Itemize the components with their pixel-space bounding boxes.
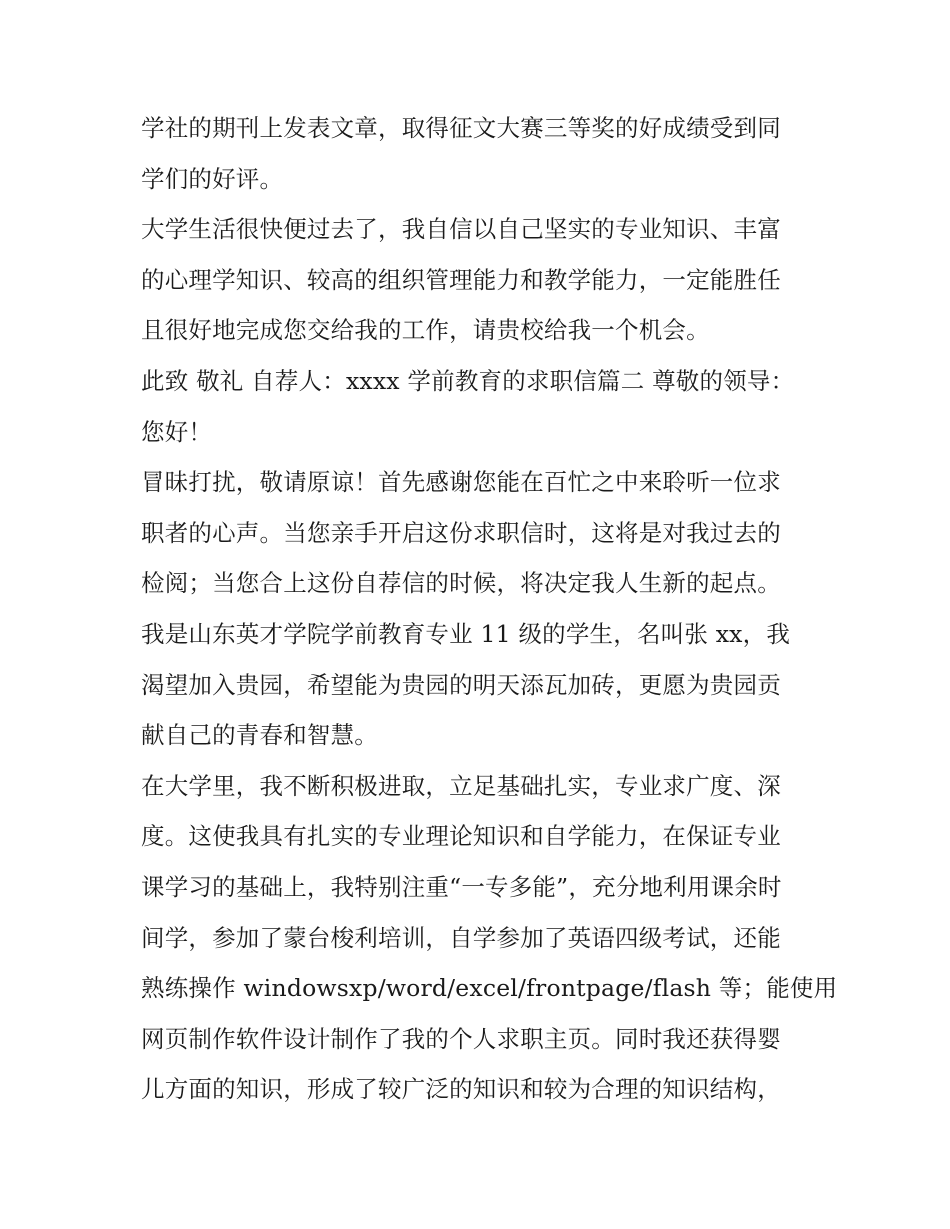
text-line: 冒昧打扰，敬请原谅！首先感谢您能在百忙之中来聆听一位求 — [141, 468, 781, 497]
text-line: 此致 敬礼 自荐人：xxxx 学前教育的求职信篇二 尊敬的领导： — [141, 366, 795, 395]
text-line: 我是山东英才学院学前教育专业 11 级的学生，名叫张 xx，我 — [141, 619, 791, 648]
text-line: 您好！ — [141, 417, 213, 446]
text-line: 学社的期刊上发表文章，取得征文大赛三等奖的好成绩受到同 — [141, 114, 781, 142]
text-line: 间学，参加了蒙台梭利培训，自学参加了英语四级考试，还能 — [141, 923, 781, 952]
text-line: 且很好地完成您交给我的工作，请贵校给我一个机会。 — [141, 316, 710, 345]
text-line: 儿方面的知识，形成了较广泛的知识和较为合理的知识结构， — [141, 1075, 781, 1104]
text-line: 大学生活很快便过去了，我自信以自己坚实的专业知识、丰富 — [141, 215, 781, 244]
text-line: 献自己的青春和智慧。 — [141, 721, 378, 750]
text-line: 职者的心声。当您亲手开启这份求职信时，这将是对我过去的 — [141, 518, 781, 547]
text-line: 课学习的基础上，我特别注重“一专多能”，充分地利用课余时 — [141, 872, 782, 901]
document-body — [141, 103, 838, 1115]
text-line: 检阅；当您合上这份自荐信的时候，将决定我人生新的起点。 — [141, 569, 781, 598]
text-line: 熟练操作 windowsxp/word/excel/frontpage/flash 等；能使用 — [141, 974, 838, 1003]
text-line: 网页制作软件设计制作了我的个人求职主页。同时我还获得婴 — [141, 1024, 781, 1053]
text-line: 渴望加入贵园，希望能为贵园的明天添瓦加砖，更愿为贵园贡 — [141, 670, 781, 699]
text-line: 的心理学知识、较高的组织管理能力和教学能力，一定能胜任 — [141, 265, 781, 294]
text-line: 度。这使我具有扎实的专业理论知识和自学能力，在保证专业 — [141, 822, 781, 851]
text-line: 在大学里，我不断积极进取，立足基础扎实，专业求广度、深 — [141, 771, 781, 800]
text-line: 学们的好评。 — [141, 164, 284, 193]
